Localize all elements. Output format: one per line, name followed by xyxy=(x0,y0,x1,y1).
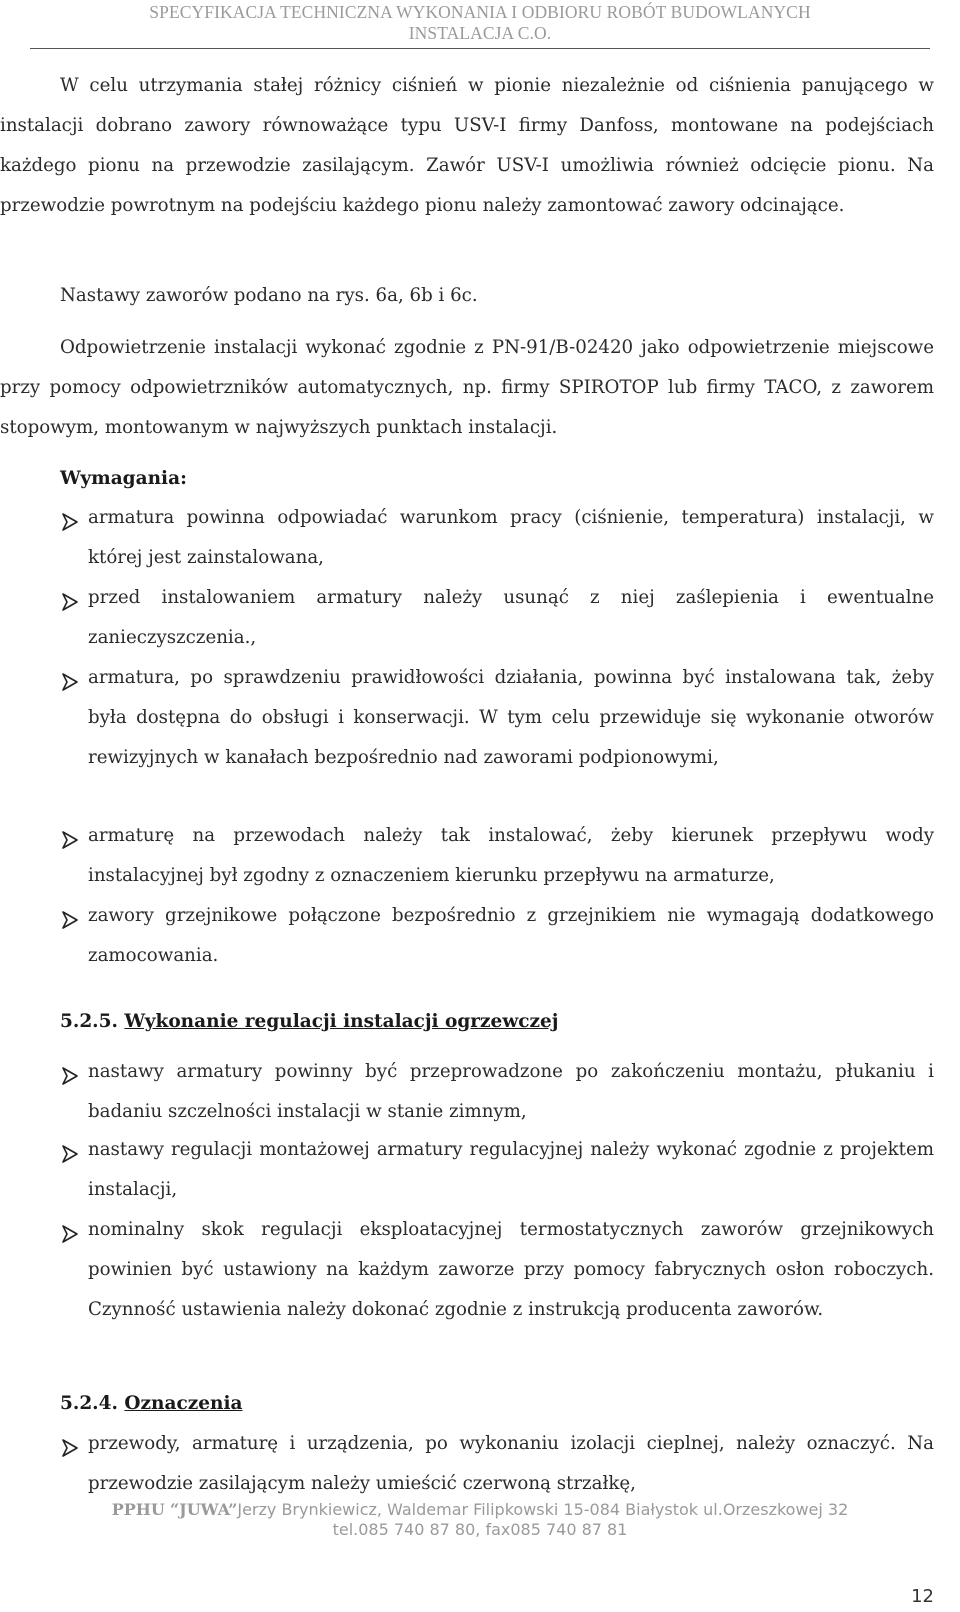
header-title: SPECYFIKACJA TECHNICZNA WYKONANIA I ODBIORU ROBÓT BUDOWLANYCH xyxy=(149,2,811,22)
arrow-bullet-icon xyxy=(60,1224,80,1244)
paragraph-odpowietrzenie xyxy=(0,328,934,448)
footer-address: Jerzy Brynkiewicz, Waldemar Filipkowski 15-084 Białystok ul.Orzeszkowej 32 xyxy=(237,1500,849,1519)
list-item: przed instalowaniem armatury należy usunąć z niej zaślepienia i ewentualne zanieczyszczenia., xyxy=(88,587,934,648)
header-divider xyxy=(30,48,930,49)
paragraph-zawory-rownowazace xyxy=(0,66,934,226)
footer-brand: “JUWA” xyxy=(169,1500,238,1519)
arrow-bullet-icon xyxy=(60,1438,80,1458)
list-item: nominalny skok regulacji eksploatacyjnej termostatycznych zaworów grzejnikowych powinien być ustawiony na każdym zaworze przy pomocy fabrycznych osłon roboczych. Czynność ustawienia należy dokonać zgodnie z instrukcją producenta zaworów. xyxy=(88,1219,934,1320)
arrow-bullet-icon xyxy=(60,1144,80,1164)
list-item: armatura, po sprawdzeniu prawidłowości działania, powinna być instalowana tak, żeby była dostępna do obsługi i konserwacji. W tym celu przewiduje się wykonanie otworów rewizyjnych w kanałach bezpośrednio nad zaworami podpionowymi, xyxy=(88,667,934,768)
arrow-bullet-icon xyxy=(60,512,80,532)
header-subtitle: INSTALACJA C.O. xyxy=(408,23,552,43)
list-item: armaturę na przewodach należy tak instalować, żeby kierunek przepływu wody instalacyjnej był zgodny z oznaczeniem kierunku przepływu na armaturze, xyxy=(88,825,934,886)
arrow-bullet-icon xyxy=(60,592,80,612)
list-item: nastawy armatury powinny być przeprowadzone po zakończeniu montażu, płukaniu i badaniu szczelności instalacji w stanie zimnym, xyxy=(88,1061,934,1122)
requirements-heading: Wymagania: xyxy=(60,468,187,489)
page-footer xyxy=(0,1500,960,1540)
section-heading-5-2-4 xyxy=(60,1390,242,1418)
list-item: zawory grzejnikowe połączone bezpośrednio z grzejnikiem nie wymagają dodatkowego zamocowania. xyxy=(88,905,934,966)
paragraph-nastawy xyxy=(0,276,934,316)
paragraph-text: W celu utrzymania stałej różnicy ciśnień w pionie niezależnie od ciśnienia panującego w instalacji dobrano zawory równoważące typu USV-I firmy Danfoss, montowane na podejściach każdego pionu na przewodzie zasilającym. Zawór USV-I umożliwia również odcięcie pionu. Na przewodzie powrotnym na podejściu każdego pionu należy zamontować zawory odcinające. xyxy=(0,75,934,216)
footer-line-2: tel.085 740 87 80, fax085 740 87 81 xyxy=(332,1520,628,1539)
list-item: przewody, armaturę i urządzenia, po wykonaniu izolacji cieplnej, należy oznaczyć. Na przewodzie zasilającym należy umieścić czerwoną strzałkę, xyxy=(88,1433,934,1494)
arrow-bullet-icon xyxy=(60,910,80,930)
arrow-bullet-icon xyxy=(60,672,80,692)
list-item: nastawy regulacji montażowej armatury regulacyjnej należy wykonać zgodnie z projektem instalacji, xyxy=(88,1139,934,1200)
footer-line-1 xyxy=(0,1500,960,1520)
section-title: Oznaczenia xyxy=(124,1393,243,1414)
paragraph-text: Nastawy zaworów podano na rys. 6a, 6b i 6c. xyxy=(60,285,478,306)
footer-company: PPHU xyxy=(111,1500,165,1519)
section-number: 5.2.5. xyxy=(60,1011,118,1032)
page-number: 12 xyxy=(911,1586,934,1607)
section-title: Wykonanie regulacji instalacji ogrzewczej xyxy=(124,1011,559,1032)
arrow-bullet-icon xyxy=(60,830,80,850)
list-item: armatura powinna odpowiadać warunkom pracy (ciśnienie, temperatura) instalacji, w której jest zainstalowana, xyxy=(88,507,934,568)
paragraph-text: Odpowietrzenie instalacji wykonać zgodnie z PN-91/B-02420 jako odpowietrzenie miejscowe przy pomocy odpowietrzników automatycznych, np. firmy SPIROTOP lub firmy TACO, z zaworem stopowym, montowanym w najwyższych punktach instalacji. xyxy=(0,337,934,438)
section-heading-5-2-5 xyxy=(60,1008,558,1036)
arrow-bullet-icon xyxy=(60,1066,80,1086)
section-number: 5.2.4. xyxy=(60,1393,118,1414)
